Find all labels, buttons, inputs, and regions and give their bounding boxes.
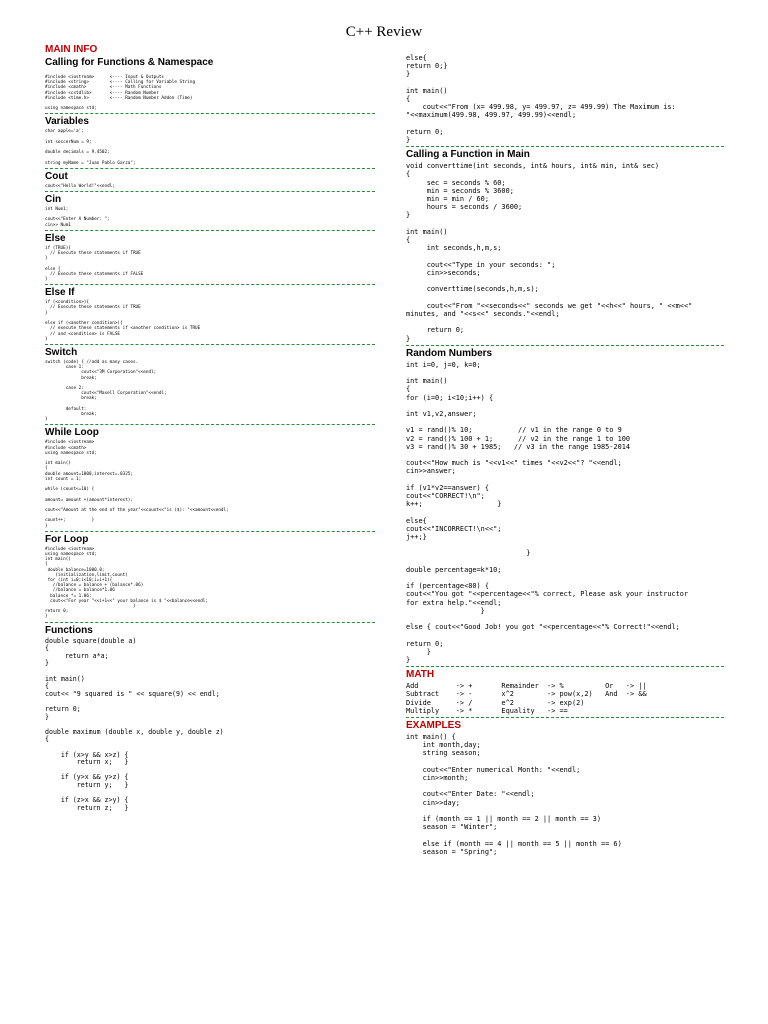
maximum-main-code: else{ return 0;} } int main() { cout<<"From (x= 499.98, y= 499.97, z= 499.99) The Maximum is: "<<maximum(499.98, 499.97, 499.99)<<endl; return 0; } [406, 54, 676, 145]
right-column [406, 54, 724, 856]
functions-code: double square(double a) { return a*a; } int main() { cout<< "9 squared is " << square(9) << endl; return 0; } double maximum (double x, double y, double z) { if (x>y && x>z) { return x; } if (y>x && y>z) { return y; } if (z>x && z>y) { return z; } [45, 636, 224, 812]
main-info-subheading: Calling for Functions & Namespace [45, 57, 214, 68]
examples-code: int main() { int month,day; string season; cout<<"Enter numerical Month: "<<endl; cin>>month; cout<<"Enter Date: "<<endl; cin>>day; if (month == 1 || month == 2 || month == 3) season = "Winter"; else if (month == 4 || month == 5 || month == 6) season = "Spring"; [406, 733, 622, 856]
examples-heading: EXAMPLES [406, 720, 462, 732]
section-divider [406, 345, 724, 346]
while-code: #include <iostream> #include <cmath> using namespace std; int main() { double amount=1000,interest=.0325; int count = 1; while (count<=10) { amount= amount +(amount*interest); cout<<"Amount at the end of the year"<<count<<"is ($): "<<amount<<endl; count++; } } [45, 440, 229, 529]
while-heading: While Loop [45, 427, 99, 439]
calling-function-heading: Calling a Function in Main [406, 149, 530, 161]
section-divider [406, 717, 724, 718]
section-divider [45, 284, 375, 285]
variables-heading: Variables [45, 116, 89, 128]
section-divider [45, 168, 375, 169]
section-divider [406, 666, 724, 667]
section-divider [45, 344, 375, 345]
switch-code: switch (code) { //add as many cases. case 1: cout<<"3M Corporation"<<endl; break; case 2: cout<<"Maxell Corporation"<<endl; break; default: break; } [45, 359, 167, 423]
else-code: if (TRUE){ // Execute these statements if TRUE } else { // Execute these statements if FALSE } [45, 245, 144, 283]
page-title: C++ Review [345, 24, 423, 40]
section-divider [45, 230, 375, 231]
random-numbers-heading: Random Numbers [406, 347, 493, 359]
elseif-code: if (<condition>){ // Execute these statements if TRUE } else if (<another condition>){ // execute these statements if <another condition> is TRUE // and <condition> is FALSE } [45, 300, 201, 342]
for-heading: For Loop [45, 533, 89, 545]
includes-code: #include <iostream> <---- Input & Outputs #include <string> <---- Calling for Variable String #include <cmath> <---- Math Functions #include <cstdlib> <---- Random Number #include <time.h> <---- Random Number Addon (Time) using namespace std; [45, 75, 196, 112]
variables-code: char apple='a'; int soccerNum = 9; double decimals = 9.4502; string myName = "Juan Pablo Garza"; [45, 129, 136, 166]
calling-function-code: void converttime(int seconds, int& hours, int& min, int& sec) { sec = seconds % 60; min = seconds % 3600; min = min / 60; hours = seconds / 3600; } int main() { int seconds,h,m,s; cout<<"Type in your seconds: "; cin>>seconds; converttime(seconds,h,m,s); cout<<"From "<<seconds<<" seconds we get "<<h<<" hours, " <<m<<" minutes, and "<<s<<" seconds."<<endl; return 0; } [406, 162, 693, 343]
left-column [45, 44, 375, 812]
main-info-heading: MAIN INFO [45, 44, 98, 55]
cin-heading: Cin [45, 194, 62, 206]
switch-heading: Switch [45, 346, 78, 358]
cin-code: int Num1; cout<<"Enter A Number: "; cin>> Num1 [45, 207, 110, 228]
section-divider [45, 191, 375, 192]
functions-heading: Functions [45, 624, 93, 636]
section-divider [45, 424, 375, 425]
for-code: #include <iostream> using namespace std; int main() { double balance=1000.0; (initialization,limit,count) for (int i=0;i<10;i=i+1){ //balance = balance + (balance*.06) //balance = balance*1.06 balance *= 1.06; cout<<"For year "<<i+1<<" your balance is $ "<<balance<<endl; } return 0; } [45, 546, 208, 620]
cout-heading: Cout [45, 170, 68, 182]
math-heading: MATH [406, 669, 435, 681]
else-heading: Else [45, 232, 66, 244]
section-divider [45, 622, 375, 623]
section-divider [45, 113, 375, 114]
section-divider [406, 146, 724, 147]
math-operators-table: Add -> + Remainder -> % Or -> || Subtract -> - x^2 -> pow(x,2) And -> && Divide -> / e^2 -> exp(2) Multiply -> * Equality -> == [406, 682, 647, 715]
section-divider [45, 531, 375, 532]
cout-code: cout<<"Hello World!"<<endl; [45, 183, 115, 189]
random-numbers-code: int i=0, j=0, k=0; int main() { for (i=0; i<10;i++) { int v1,v2,answer; v1 = rand()% 10; // v1 in the range 0 to 9 v2 = rand()% 100 + 1; // v2 in the range 1 to 100 v3 = rand()% 30 + 1985; // v3 in the range 1985-2014 cout<<"How much is "<<v1<<" times "<<v2<<"? "<<endl; cin>>answer; if (v1*v2==answer) { cout<<"CORRECT!\n"; k++; } else{ cout<<"INCORRECT!\n<<"; j++;} } double percentage=k*10; if (percentage<80) { cout<<"You got "<<percentage<<"% correct, Please ask your instructor for extra help."<<endl; } else { cout<<"Good Job! you got "<<percentage<<"% Correct!"<<endl; return 0; } } [406, 360, 689, 665]
elseif-heading: Else If [45, 287, 75, 299]
